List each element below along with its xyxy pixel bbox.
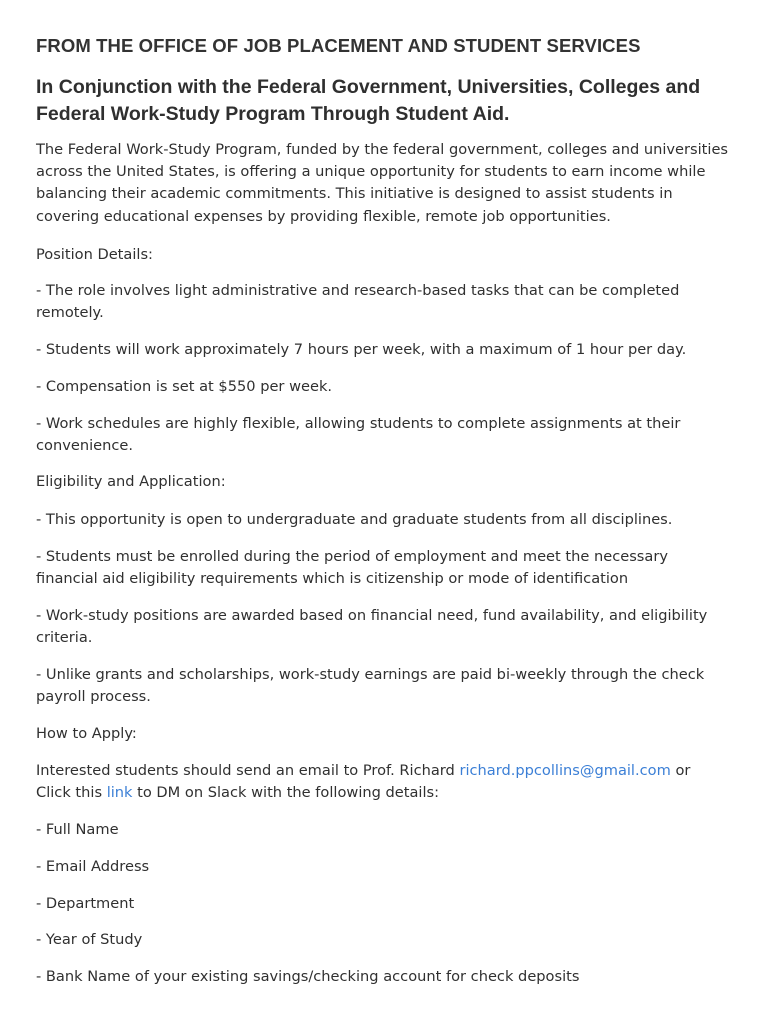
detail-item-1-wrap xyxy=(36,856,726,878)
list-item: - Work schedules are highly flexible, allowing students to complete assignments at their convenience. xyxy=(36,415,681,455)
office-title: FROM THE OFFICE OF JOB PLACEMENT AND STUDENT SERVICES xyxy=(36,35,641,56)
eligibility-item-1-wrap xyxy=(36,546,726,590)
position-item-1-wrap xyxy=(36,339,726,361)
slack-link[interactable]: link xyxy=(106,784,133,802)
eligibility-item-2-wrap xyxy=(36,605,726,649)
list-item: - Students will work approximately 7 hours per week, with a maximum of 1 hour per day. xyxy=(36,341,687,358)
list-item: - Year of Study xyxy=(36,931,143,948)
apply-text-after-email: or Click this xyxy=(36,762,691,802)
list-item: - The role involves light administrative and research-based tasks that can be completed remotely. xyxy=(36,282,680,322)
intro-paragraph: The Federal Work-Study Program, funded by the federal government, colleges and universities across the United States, is offering a unique opportunity for students to earn income while balancing their academic commitments. This initiative is designed to assist students in covering educational expenses by providing flexible, remote job opportunities. xyxy=(36,141,729,225)
detail-item-0-wrap xyxy=(36,819,726,841)
eligibility-label: Eligibility and Application: xyxy=(36,473,226,490)
list-item: - Unlike grants and scholarships, work-study earnings are paid bi-weekly through the check payroll process. xyxy=(36,666,705,706)
apply-instructions-wrap xyxy=(36,760,726,804)
list-item: - This opportunity is open to undergraduate and graduate students from all disciplines. xyxy=(36,511,673,528)
apply-text-after-link: to DM on Slack with the following details: xyxy=(132,784,440,802)
program-subheading: In Conjunction with the Federal Government, Universities, Colleges and Federal Work-Study Program Through Student Aid. xyxy=(36,76,701,125)
eligibility-label-wrap xyxy=(36,471,726,493)
detail-item-4-wrap xyxy=(36,966,726,988)
eligibility-item-3-wrap xyxy=(36,664,726,708)
email-link[interactable]: richard.ppcollins@gmail.com xyxy=(459,762,671,779)
list-item: - Email Address xyxy=(36,858,150,875)
eligibility-item-0-wrap xyxy=(36,509,726,531)
list-item: - Full Name xyxy=(36,821,119,838)
detail-item-2-wrap xyxy=(36,893,726,915)
position-details-label-wrap xyxy=(36,244,726,266)
list-item: - Compensation is set at $550 per week. xyxy=(36,378,333,395)
detail-item-3-wrap xyxy=(36,929,726,951)
apply-instructions xyxy=(36,760,726,804)
position-item-3-wrap xyxy=(36,413,726,457)
position-item-0-wrap xyxy=(36,280,726,324)
position-item-2-wrap xyxy=(36,376,726,398)
list-item: - Work-study positions are awarded based on financial need, fund availability, and eligibility criteria. xyxy=(36,607,708,647)
list-item: - Department xyxy=(36,895,135,912)
how-to-apply-label-wrap xyxy=(36,723,726,745)
how-to-apply-label: How to Apply: xyxy=(36,725,137,742)
list-item: - Bank Name of your existing savings/checking account for check deposits xyxy=(36,968,580,985)
list-item: - Students must be enrolled during the period of employment and meet the necessary financial aid eligibility requirements which is citizenship or mode of identification xyxy=(36,548,668,588)
position-details-label: Position Details: xyxy=(36,246,153,263)
apply-text-before-email: Interested students should send an email to Prof. Richard xyxy=(36,762,460,779)
